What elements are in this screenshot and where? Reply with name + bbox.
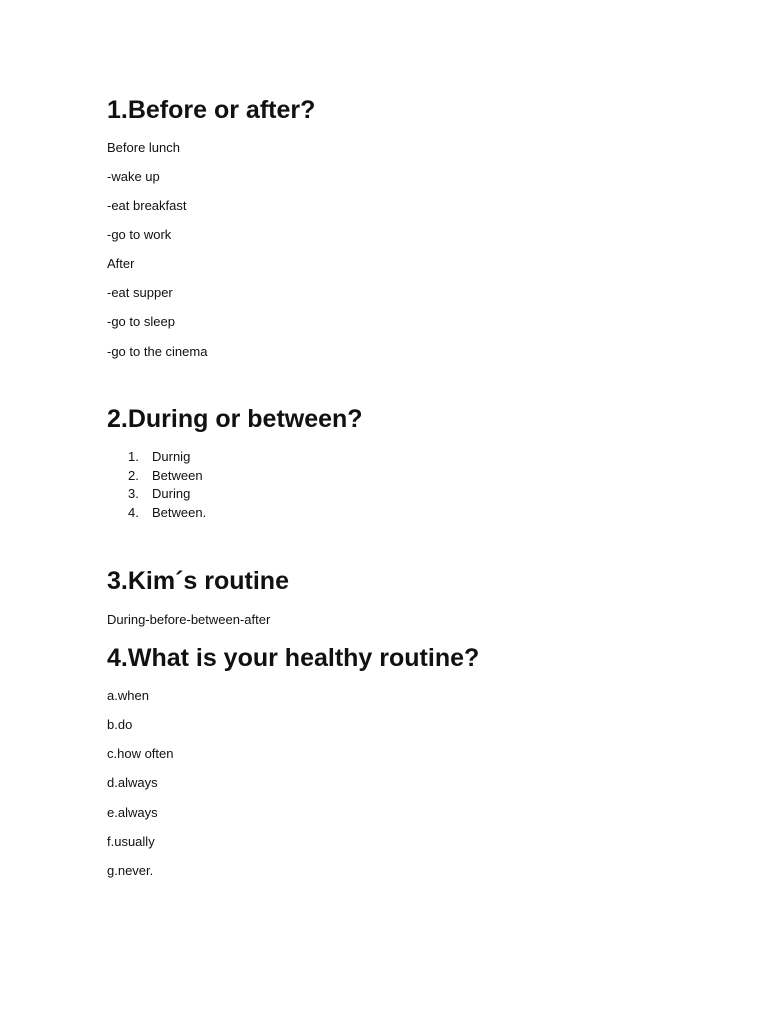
section1-line: -go to sleep bbox=[107, 314, 175, 329]
list-item-text: Between bbox=[152, 468, 203, 483]
section1-line: -wake up bbox=[107, 169, 160, 184]
list-item bbox=[128, 505, 206, 521]
section1-heading: 1.Before or after? bbox=[107, 96, 316, 124]
section1-line: -go to the cinema bbox=[107, 344, 208, 359]
list-item bbox=[128, 449, 190, 465]
section3-heading: 3.Kim´s routine bbox=[107, 567, 289, 595]
section4-heading: 4.What is your healthy routine? bbox=[107, 644, 480, 672]
section3-answer: During-before-between-after bbox=[107, 612, 271, 627]
section4-line: g.never. bbox=[107, 863, 154, 878]
section4-line: b.do bbox=[107, 717, 133, 732]
list-item bbox=[128, 468, 203, 484]
section4-line: e.always bbox=[107, 805, 158, 820]
list-item-number: 4. bbox=[128, 505, 139, 520]
list-item-number: 3. bbox=[128, 486, 139, 501]
list-item-number: 1. bbox=[128, 449, 139, 464]
section4-line: f.usually bbox=[107, 834, 155, 849]
section4-line: a.when bbox=[107, 688, 149, 703]
section1-line: -eat supper bbox=[107, 285, 173, 300]
section4-line: c.how often bbox=[107, 746, 174, 761]
list-item-number: 2. bbox=[128, 468, 139, 483]
section1-line: -eat breakfast bbox=[107, 198, 187, 213]
list-item-text: During bbox=[152, 486, 191, 501]
section2-heading: 2.During or between? bbox=[107, 405, 363, 433]
section1-line: Before lunch bbox=[107, 140, 180, 155]
list-item-text: Durnig bbox=[152, 449, 191, 464]
section1-line: -go to work bbox=[107, 227, 172, 242]
list-item bbox=[128, 486, 190, 502]
section4-line: d.always bbox=[107, 775, 158, 790]
list-item-text: Between. bbox=[152, 505, 207, 520]
section1-line: After bbox=[107, 256, 135, 271]
